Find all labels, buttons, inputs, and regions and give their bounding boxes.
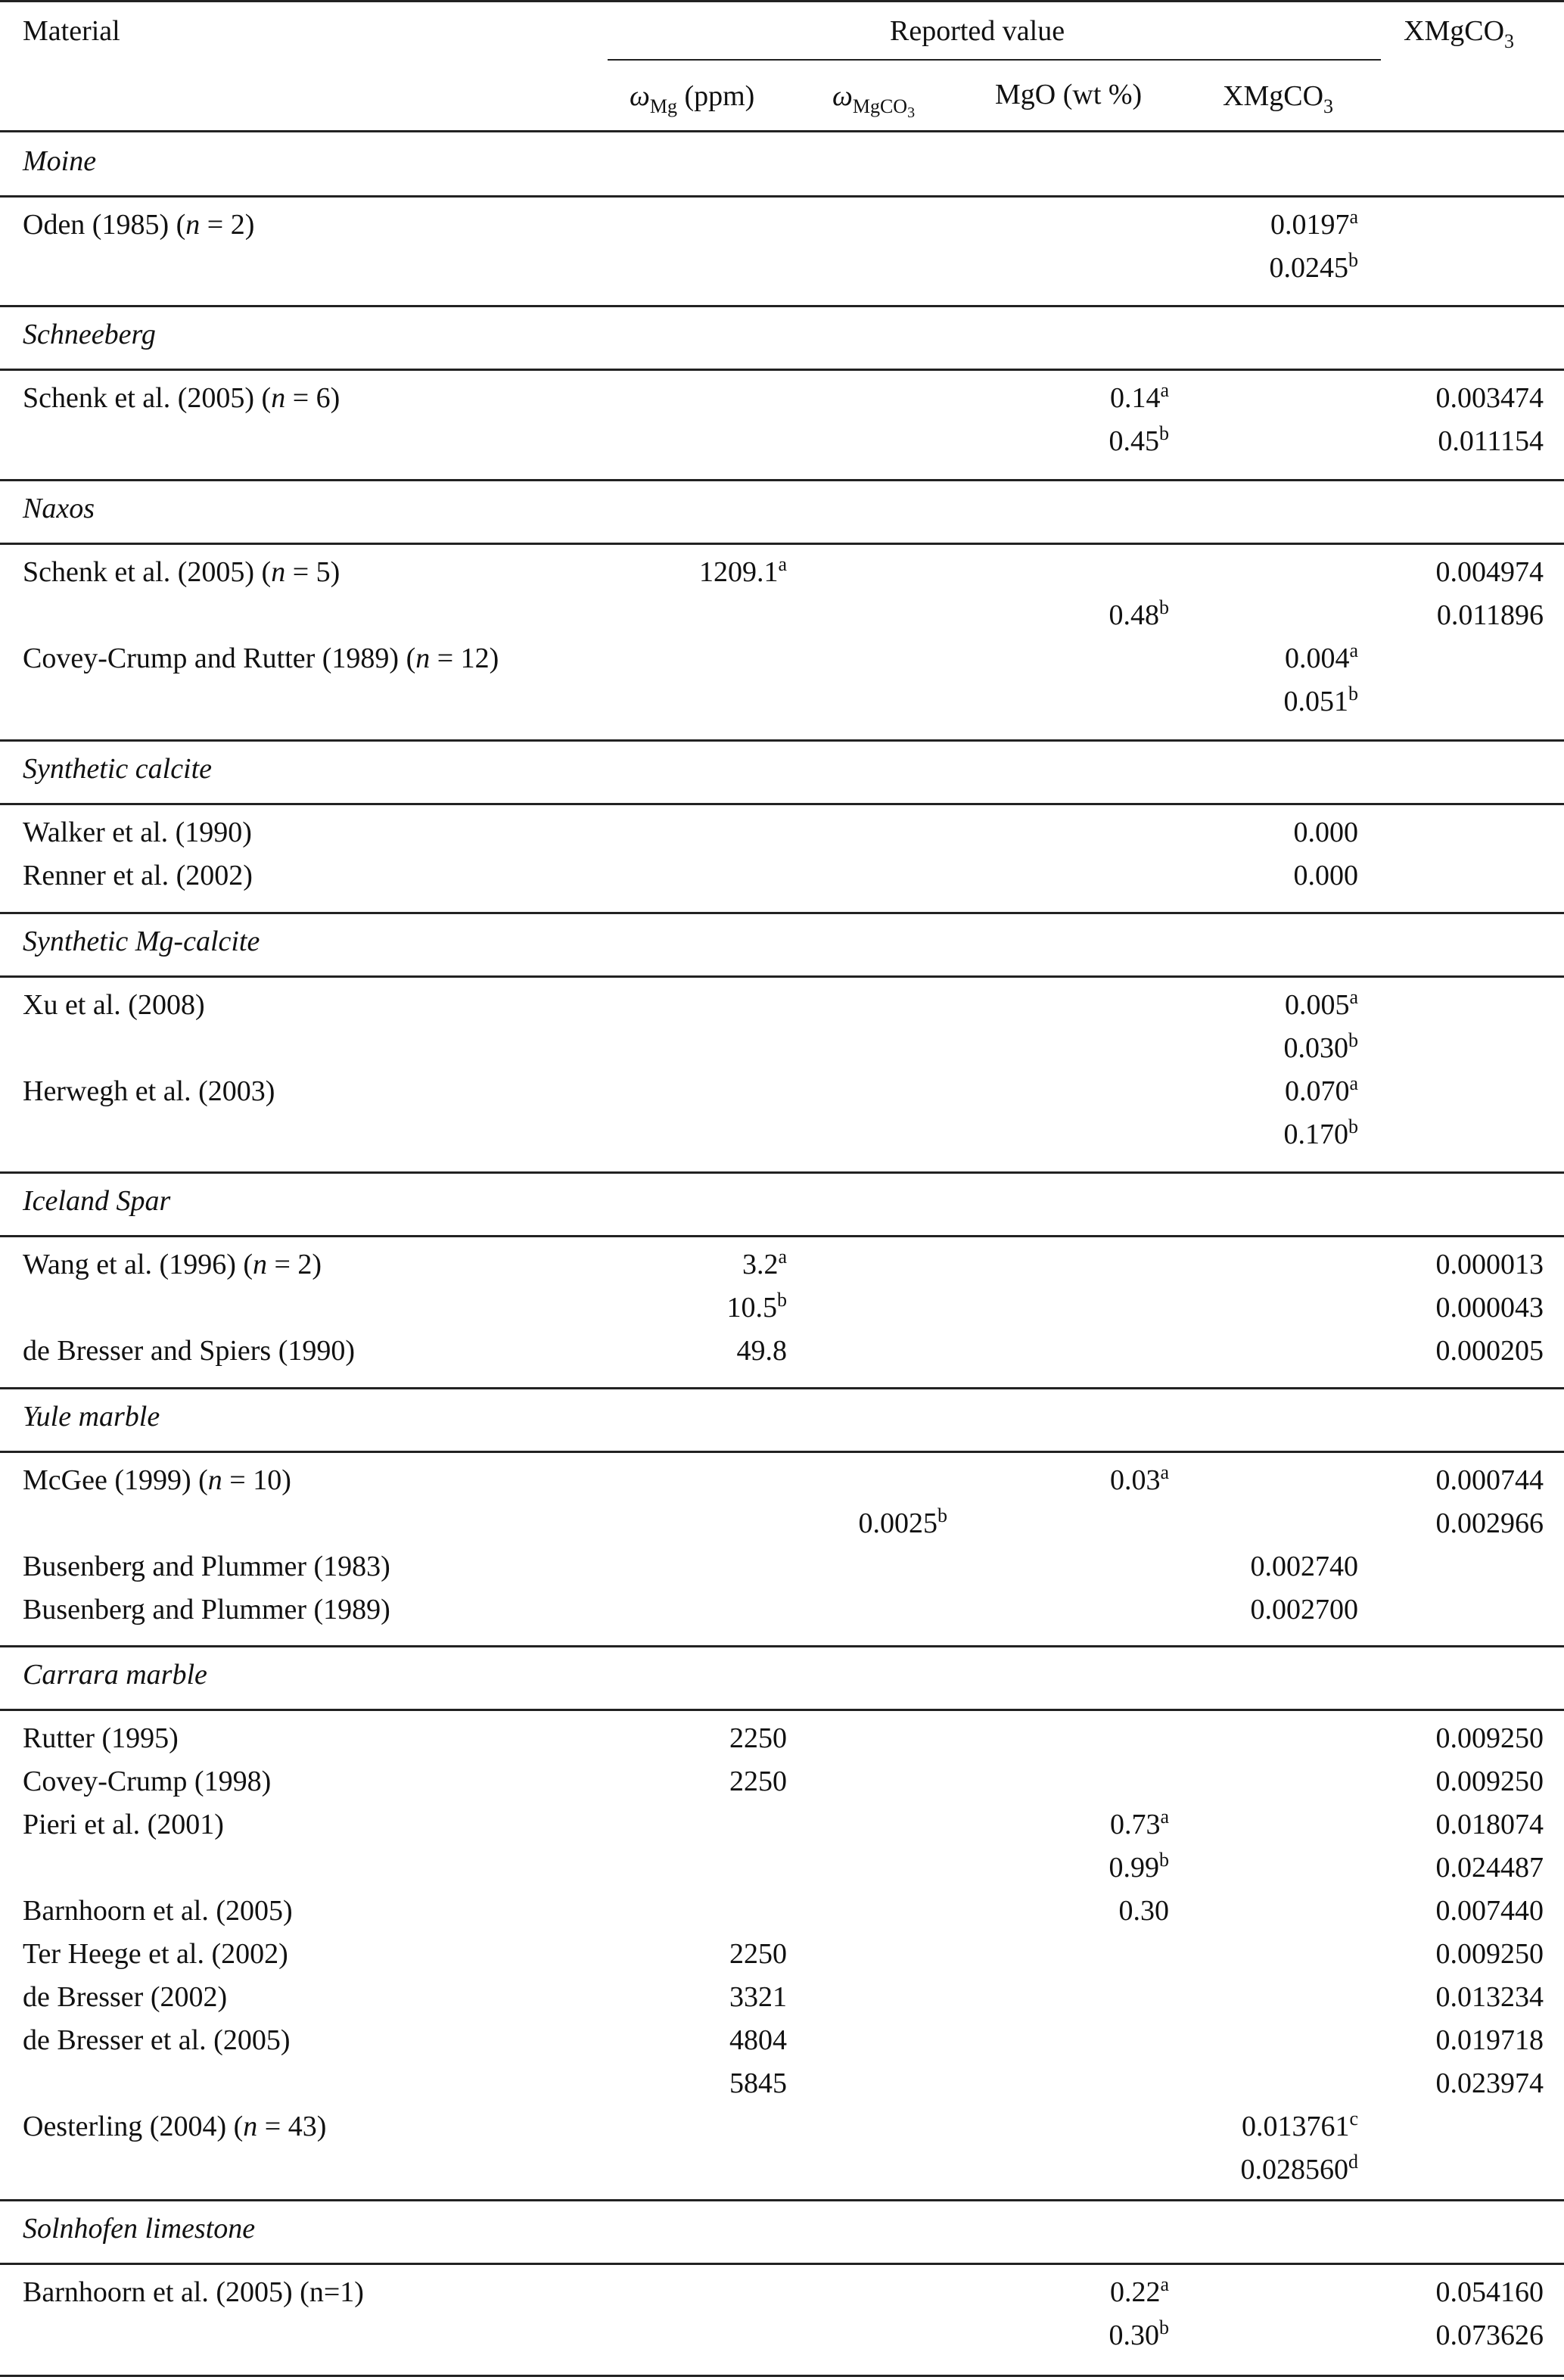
header-xmgco3-sub-text: XMgCO — [1223, 80, 1324, 112]
cell-value: 0.003474 — [1435, 382, 1544, 414]
section-rule — [0, 975, 1564, 978]
material-text: Barnhoorn et al. (2005) (n=1) — [23, 2276, 364, 2308]
material-text: Rutter (1995) — [23, 1722, 179, 1754]
xmg-cell — [1284, 986, 1358, 1021]
x-cell — [1437, 601, 1544, 630]
material-text: Walker et al. (1990) — [23, 817, 252, 848]
footnote-marker: a — [1160, 1461, 1169, 1483]
material-text: Schenk et al. (2005) ( — [23, 556, 272, 588]
footnote-marker: b — [1159, 422, 1169, 444]
cell-value: 0.004974 — [1435, 556, 1544, 588]
xmg-cell — [1251, 1595, 1359, 1624]
material-cell — [23, 1250, 322, 1279]
material-text: Busenberg and Plummer (1983) — [23, 1551, 390, 1582]
x-cell — [1436, 1466, 1544, 1495]
section-title: Carrara marble — [23, 1659, 207, 1691]
cell-value: 0.000205 — [1435, 1335, 1544, 1367]
omgco3-cell — [858, 1504, 948, 1539]
cell-value: 0.011896 — [1436, 599, 1544, 631]
n-label: n — [271, 556, 286, 588]
mgo-cell — [1108, 596, 1170, 631]
mgo-cell — [1108, 2316, 1170, 2351]
section-title: Moine — [23, 145, 97, 177]
cell-value: 0.0197 — [1270, 209, 1350, 241]
x-cell — [1436, 2278, 1544, 2307]
omg-cell — [729, 1767, 787, 1796]
xmg-cell — [1283, 1029, 1359, 1064]
header-omega-mgco3 — [832, 80, 916, 121]
material-text: de Bresser et al. (2005) — [23, 2024, 291, 2056]
header-mgo: MgO (wt %) — [995, 79, 1143, 110]
x-cell — [1436, 2026, 1544, 2055]
cell-value: 0.019718 — [1435, 2024, 1544, 2056]
footnote-marker: b — [1159, 1849, 1169, 1871]
x-cell — [1438, 427, 1544, 456]
omg-cell — [742, 1246, 787, 1280]
top-rule — [0, 0, 1564, 2]
material-cell — [23, 384, 340, 412]
n-label: n — [253, 1249, 267, 1280]
section-rule — [0, 2263, 1564, 2265]
omg-cell — [726, 1289, 788, 1324]
cell-value: 4804 — [729, 2024, 787, 2056]
section-rule — [0, 543, 1564, 545]
section-title: Synthetic calcite — [23, 753, 213, 785]
header-xmgco3 — [1404, 15, 1515, 52]
cell-value: 0.073626 — [1435, 2319, 1544, 2351]
xmg-cell — [1270, 206, 1358, 241]
cell-value: 0.0245 — [1269, 252, 1348, 284]
section-rule — [0, 803, 1564, 805]
mgo-cell — [1109, 1461, 1169, 1496]
section-title: Iceland Spar — [23, 1185, 171, 1217]
cell-value: 2250 — [729, 1722, 787, 1754]
cell-value: 3.2 — [742, 1249, 779, 1280]
mgo-cell — [1109, 2273, 1169, 2308]
cell-value: 0.22 — [1109, 2276, 1161, 2308]
n-value: = 2) — [267, 1249, 322, 1280]
mgo-cell — [1109, 1806, 1169, 1840]
xmg-cell — [1294, 861, 1359, 890]
material-cell — [23, 644, 499, 673]
footnote-marker: b — [1348, 1115, 1358, 1137]
material-text: Pieri et al. (2001) — [23, 1809, 224, 1840]
section-end-rule — [0, 1171, 1564, 1174]
material-text: Oesterling (2004) ( — [23, 2111, 244, 2142]
omega-mgco3-sub — [852, 95, 916, 121]
cell-value: 0.023974 — [1435, 2067, 1544, 2099]
material-cell — [23, 1552, 390, 1581]
reported-value-rule — [608, 59, 1381, 61]
material-text: Xu et al. (2008) — [23, 989, 205, 1021]
cell-value: 0.30 — [1108, 2319, 1159, 2351]
material-text: Herwegh et al. (2003) — [23, 1075, 275, 1107]
cell-value: 5845 — [729, 2067, 787, 2099]
cell-value: 10.5 — [726, 1292, 777, 1324]
x-cell — [1436, 1853, 1544, 1882]
material-cell — [23, 2026, 291, 2055]
n-value: = 10) — [222, 1464, 291, 1496]
header-xmgco3-sub: 3 — [1504, 30, 1515, 52]
cell-value: 0.004 — [1284, 642, 1350, 674]
material-cell — [23, 1810, 224, 1839]
material-cell — [23, 210, 254, 239]
cell-value: 0.070 — [1284, 1075, 1350, 1107]
x-cell — [1436, 1509, 1544, 1538]
omg-cell — [698, 553, 787, 588]
material-cell — [23, 1466, 291, 1495]
cell-value: 0.011154 — [1438, 425, 1544, 457]
cell-value: 0.054160 — [1435, 2276, 1544, 2308]
material-text: Covey-Crump and Rutter (1989) ( — [23, 642, 416, 674]
omg-cell — [729, 2026, 787, 2055]
omg-cell — [729, 1983, 787, 2011]
cell-value: 0.013761 — [1241, 2111, 1350, 2142]
material-text: Ter Heege et al. (2002) — [23, 1938, 288, 1970]
section-rule — [0, 1235, 1564, 1237]
cell-value: 0.018074 — [1435, 1809, 1544, 1840]
cell-value: 0.000744 — [1435, 1464, 1544, 1496]
cell-value: 0.48 — [1108, 599, 1159, 631]
section-end-rule — [0, 1387, 1564, 1389]
section-rule — [0, 1451, 1564, 1453]
xmg-cell — [1241, 2108, 1358, 2142]
cell-value: 0.013234 — [1435, 1981, 1544, 2013]
material-cell — [23, 1940, 288, 1968]
x-cell — [1436, 2321, 1544, 2350]
cell-value: 0.000013 — [1435, 1249, 1544, 1280]
x-cell — [1436, 1336, 1544, 1365]
omg-cell — [729, 2069, 787, 2098]
material-text: de Bresser and Spiers (1990) — [23, 1335, 356, 1367]
n-value: = 12) — [430, 642, 499, 674]
omega-mgco3-sub-text: MgCO — [852, 95, 908, 117]
cell-value: 0.009250 — [1435, 1766, 1544, 1797]
n-value: = 43) — [257, 2111, 327, 2142]
section-rule — [0, 1709, 1564, 1711]
section-end-rule — [0, 912, 1564, 914]
cell-value: 0.0025 — [858, 1507, 937, 1539]
xmg-cell — [1284, 1072, 1358, 1107]
section-end-rule — [0, 739, 1564, 742]
x-cell — [1436, 1293, 1544, 1322]
footnote-marker: b — [777, 1289, 787, 1311]
footnote-marker: a — [778, 553, 787, 575]
cell-value: 0.45 — [1108, 425, 1159, 457]
material-cell — [23, 991, 205, 1019]
xmg-cell — [1283, 683, 1359, 717]
material-cell — [23, 1767, 271, 1796]
cell-value: 2250 — [729, 1938, 787, 1970]
section-title: Solnhofen limestone — [23, 2213, 256, 2245]
xmg-cell — [1269, 249, 1359, 284]
section-end-rule — [0, 479, 1564, 481]
material-text: de Bresser (2002) — [23, 1981, 228, 2013]
footnote-marker: d — [1348, 2151, 1358, 2173]
cell-value: 0.14 — [1109, 382, 1161, 414]
section-end-rule — [0, 2199, 1564, 2201]
omg-cell — [729, 1940, 787, 1968]
cell-value: 0.009250 — [1435, 1938, 1544, 1970]
footnote-marker: c — [1349, 2108, 1358, 2130]
material-text: Busenberg and Plummer (1989) — [23, 1594, 390, 1626]
cell-value: 49.8 — [736, 1335, 787, 1367]
cell-value: 0.73 — [1109, 1809, 1161, 1840]
footnote-marker: a — [1349, 986, 1358, 1008]
omega-symbol: ω — [832, 80, 853, 112]
cell-value: 3321 — [729, 1981, 787, 2013]
section-title: Synthetic Mg-calcite — [23, 926, 260, 957]
omega-mgco3-sub2: 3 — [907, 104, 916, 121]
footnote-marker: a — [1160, 2273, 1169, 2295]
cell-value: 0.028560 — [1240, 2154, 1348, 2186]
material-cell — [23, 558, 340, 586]
section-title: Naxos — [23, 493, 95, 524]
x-cell — [1436, 1896, 1544, 1925]
cell-value: 0.002740 — [1250, 1551, 1358, 1582]
x-cell — [1436, 1810, 1544, 1839]
x-cell — [1436, 1983, 1544, 2011]
header-reported-value: Reported value — [890, 15, 1065, 47]
omg-cell — [737, 1336, 788, 1365]
n-value: = 5) — [285, 556, 340, 588]
cell-value: 0.051 — [1283, 686, 1348, 717]
n-label: n — [207, 1464, 222, 1496]
cell-value: 0.000 — [1293, 817, 1358, 848]
xmg-cell — [1240, 2151, 1359, 2186]
omg-cell — [729, 1724, 787, 1753]
mgo-cell — [1109, 379, 1169, 414]
x-cell — [1436, 2069, 1544, 2098]
header-xmgco3-text: XMgCO — [1404, 15, 1505, 47]
material-cell — [23, 1983, 227, 2011]
section-end-rule — [0, 2375, 1564, 2377]
cell-value: 0.000043 — [1435, 1292, 1544, 1324]
xmg-cell — [1284, 639, 1358, 674]
mgo-cell — [1108, 422, 1170, 457]
section-rule — [0, 195, 1564, 198]
cell-value: 0.03 — [1109, 1464, 1161, 1496]
material-cell — [23, 2112, 326, 2141]
material-cell — [23, 1336, 355, 1365]
header-material: Material — [23, 15, 120, 47]
header-omega-mg — [630, 80, 755, 117]
n-label: n — [415, 642, 431, 674]
cell-value: 0.30 — [1118, 1895, 1169, 1927]
cell-value: 0.99 — [1108, 1852, 1159, 1884]
material-text: Barnhoorn et al. (2005) — [23, 1895, 293, 1927]
cell-value: 0.009250 — [1435, 1722, 1544, 1754]
cell-value: 0.000 — [1293, 860, 1358, 891]
xmg-cell — [1251, 1552, 1359, 1581]
section-end-rule — [0, 1645, 1564, 1647]
material-cell — [23, 2278, 364, 2307]
xmg-cell — [1294, 818, 1359, 847]
footnote-marker: b — [937, 1504, 947, 1526]
footnote-marker: a — [1349, 1072, 1358, 1094]
footnote-marker: b — [1159, 596, 1169, 618]
footnote-marker: b — [1159, 2316, 1169, 2338]
footnote-marker: a — [1349, 206, 1358, 228]
material-text: McGee (1999) ( — [23, 1464, 208, 1496]
footnote-marker: a — [778, 1246, 787, 1268]
x-cell — [1436, 1940, 1544, 1968]
xmg-cell — [1283, 1115, 1359, 1150]
cell-value: 0.024487 — [1435, 1852, 1544, 1884]
n-label: n — [185, 209, 201, 241]
cell-value: 0.002966 — [1435, 1507, 1544, 1539]
material-text: Schenk et al. (2005) ( — [23, 382, 272, 414]
header-bottom-rule — [0, 130, 1564, 132]
section-title: Schneeberg — [23, 319, 156, 350]
section-end-rule — [0, 305, 1564, 307]
material-text: Renner et al. (2002) — [23, 860, 253, 891]
mgo-cell — [1108, 1849, 1170, 1884]
footnote-marker: b — [1348, 1029, 1358, 1051]
n-value: = 6) — [285, 382, 340, 414]
x-cell — [1436, 384, 1544, 412]
x-cell — [1436, 1767, 1544, 1796]
material-cell — [23, 1595, 390, 1624]
material-cell — [23, 861, 253, 890]
omega-symbol: ω — [630, 80, 650, 112]
x-cell — [1436, 558, 1544, 586]
x-cell — [1436, 1724, 1544, 1753]
x-cell — [1436, 1250, 1544, 1279]
section-title: Yule marble — [23, 1401, 160, 1433]
material-cell — [23, 1724, 179, 1753]
material-text: Wang et al. (1996) ( — [23, 1249, 253, 1280]
footnote-marker: a — [1160, 1806, 1169, 1828]
cell-value: 0.002700 — [1250, 1594, 1358, 1626]
n-label: n — [243, 2111, 258, 2142]
material-cell — [23, 1077, 275, 1106]
cell-value: 0.005 — [1284, 989, 1350, 1021]
footnote-marker: b — [1348, 683, 1358, 705]
footnote-marker: a — [1349, 639, 1358, 661]
material-cell — [23, 818, 252, 847]
cell-value: 1209.1 — [698, 556, 779, 588]
material-text: Oden (1985) ( — [23, 209, 186, 241]
material-text: Covey-Crump (1998) — [23, 1766, 272, 1797]
mgo-cell — [1119, 1896, 1170, 1925]
n-value: = 2) — [200, 209, 255, 241]
footnote-marker: b — [1348, 249, 1358, 271]
cell-value: 0.030 — [1283, 1032, 1348, 1064]
omega-mg-unit: (ppm) — [676, 80, 755, 112]
cell-value: 0.170 — [1283, 1118, 1348, 1150]
cell-value: 2250 — [729, 1766, 787, 1797]
omega-mg-sub: Mg — [649, 95, 677, 117]
cell-value: 0.007440 — [1435, 1895, 1544, 1927]
material-cell — [23, 1896, 293, 1925]
footnote-marker: a — [1160, 379, 1169, 401]
section-rule — [0, 369, 1564, 371]
header-xmgco3-sub — [1223, 80, 1334, 117]
header-xmgco3-sub-sub: 3 — [1323, 95, 1334, 117]
n-label: n — [271, 382, 286, 414]
